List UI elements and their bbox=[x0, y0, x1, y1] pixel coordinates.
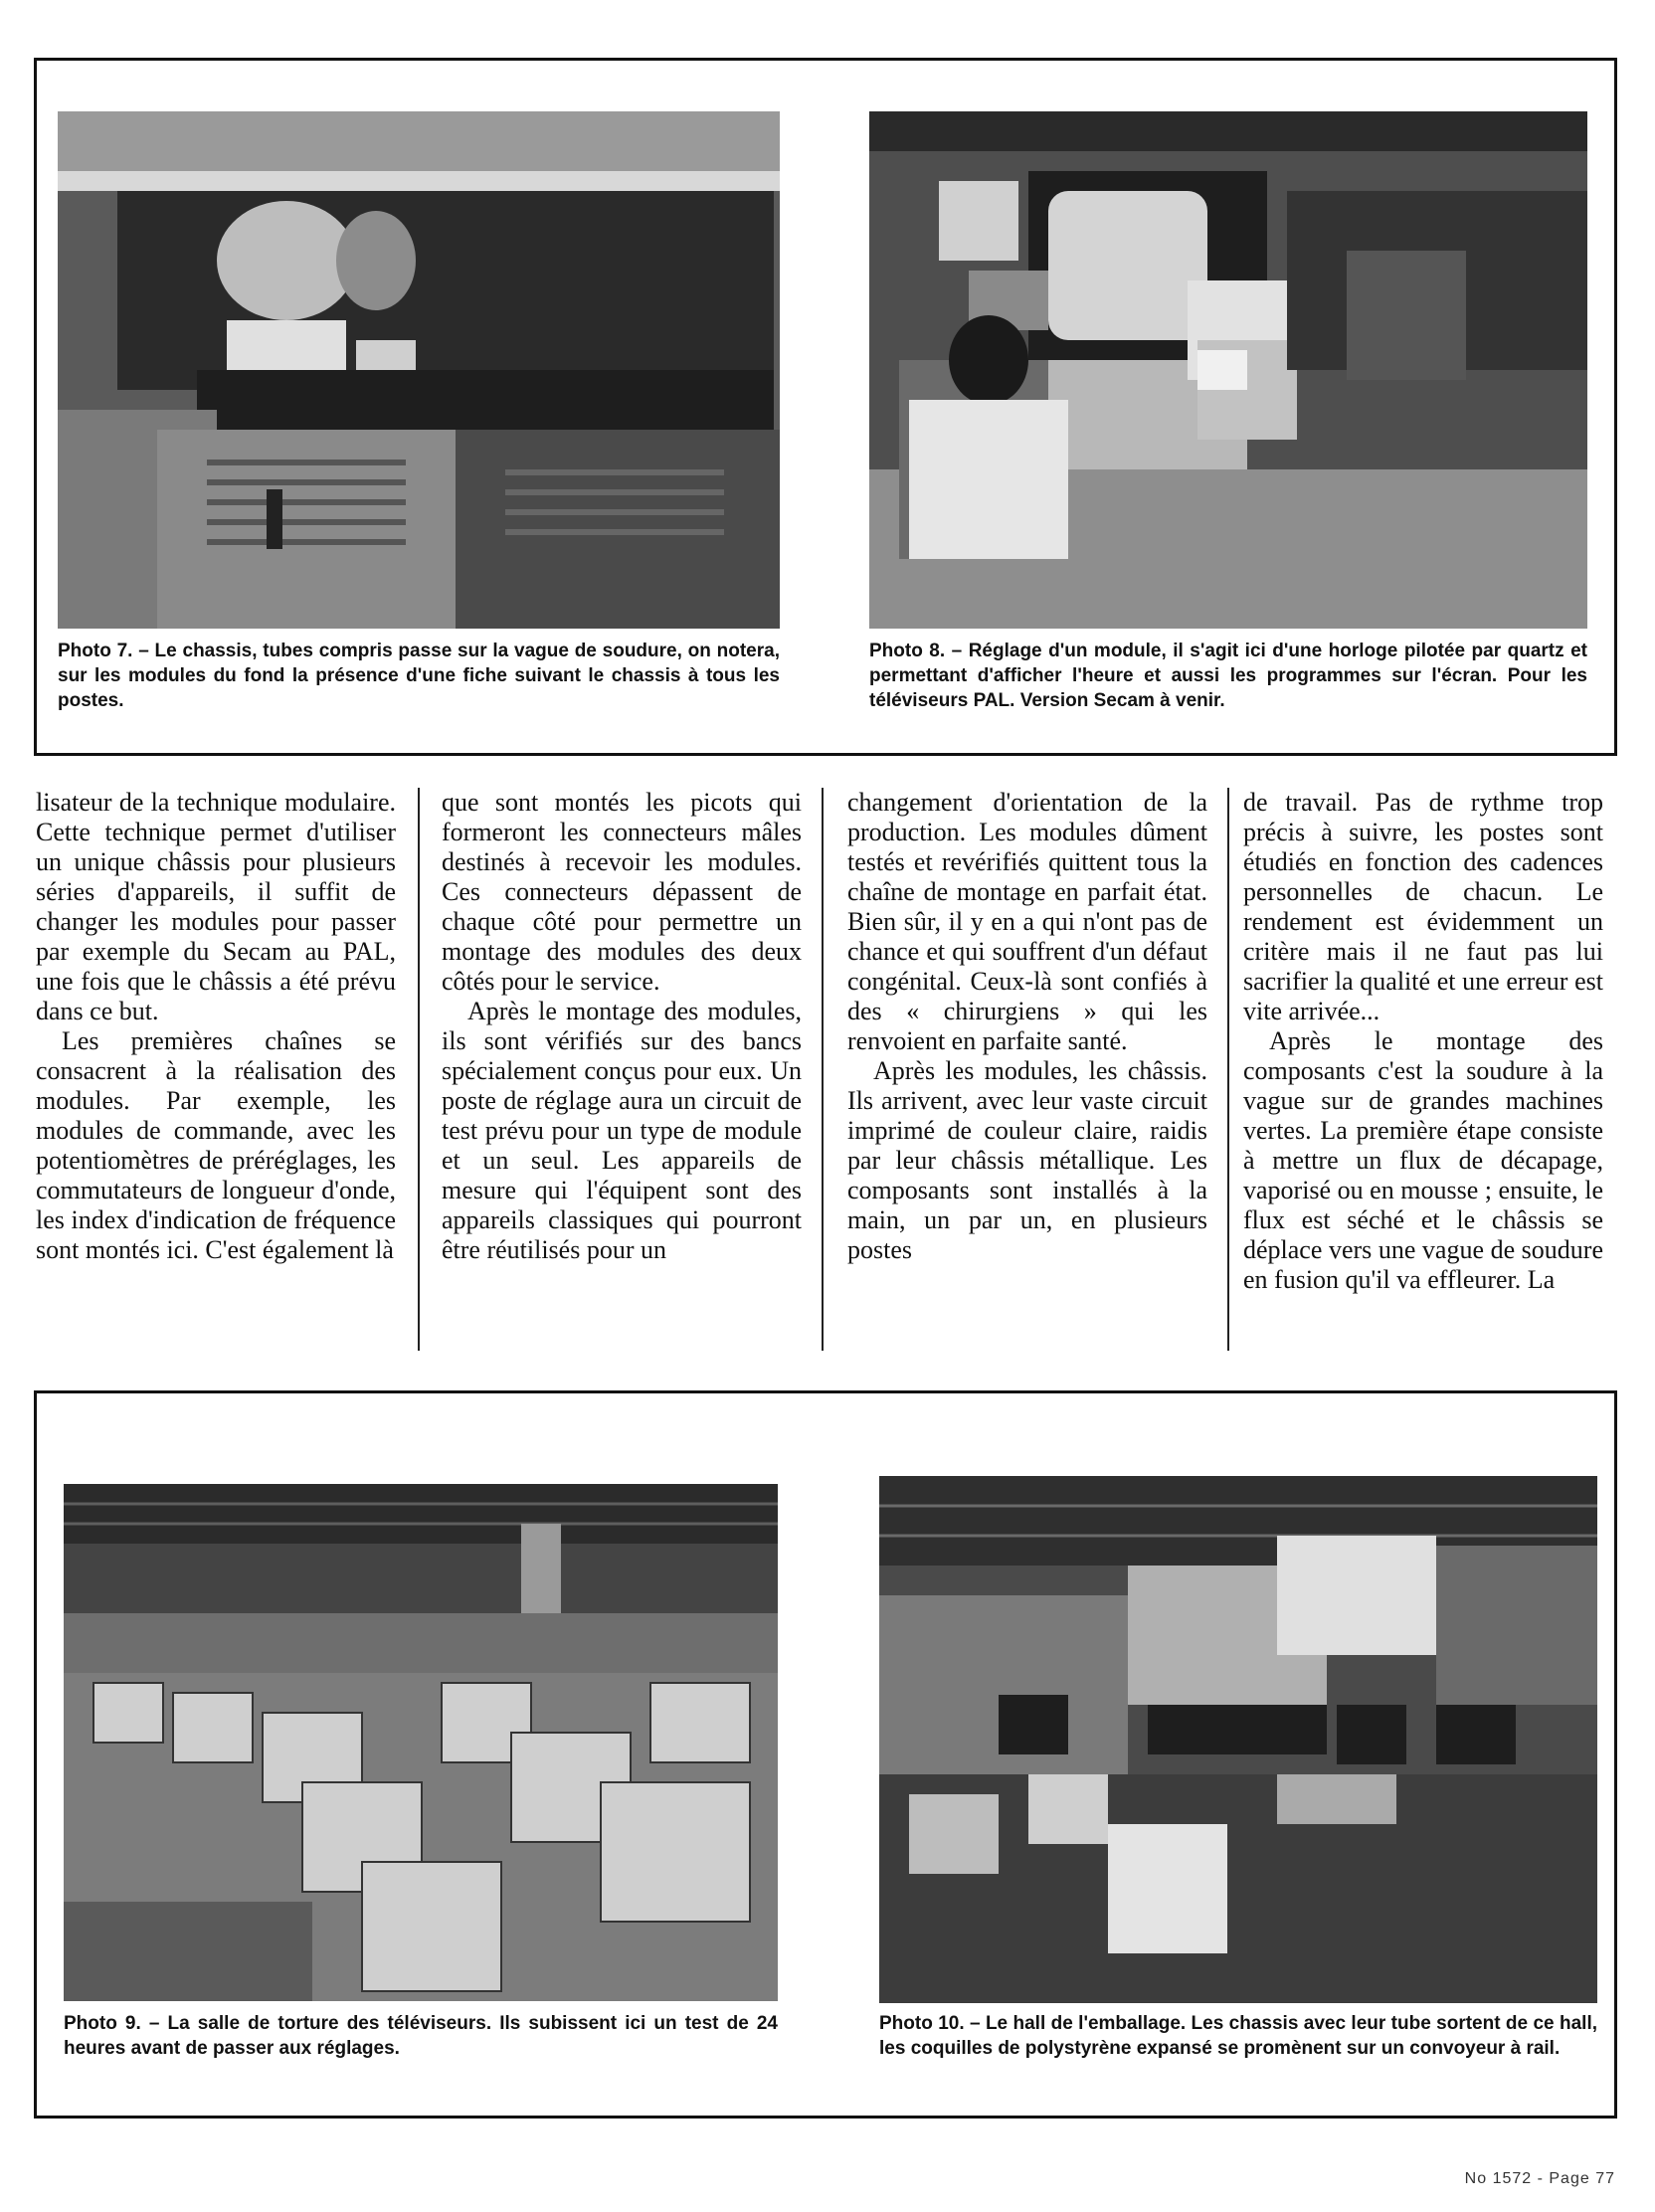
column-divider-2 bbox=[822, 788, 824, 1351]
column-1-paragraph-1: lisateur de la technique modulaire. Cette technique permet d'utiliser un unique châssis pour plusieurs séries d'appareils, il suffit de changer les modules pour passer par exemple du Secam au PAL, une fois que le châssis a été prévu dans ce but. bbox=[36, 788, 396, 1025]
photo-9-test-room bbox=[64, 1484, 778, 2001]
column-2-paragraph-2: Après le montage des modules, ils sont vérifiés sur des bancs spécialement conçus pour eux. Un poste de réglage aura un circuit de test prévu pour un type de module et un seul. Les appareils de mesure qui l'équipent sont des appareils classiques qui pourront être réutilisés pour un bbox=[442, 997, 802, 1264]
page-number-footer: No 1572 - Page 77 bbox=[1464, 2170, 1615, 2187]
photo-8-image bbox=[869, 111, 1587, 629]
photo-8-module-adjustment bbox=[869, 111, 1587, 629]
column-4-paragraph-1: de travail. Pas de rythme trop précis à suivre, les postes sont étudiés en fonction des cadences personnelles de chacun. Le rendement est évidemment un critère mais il ne faut pas lui sacrifier la qualité et une erreur est vite arrivée... bbox=[1243, 788, 1603, 1025]
text-column-1 bbox=[36, 788, 396, 1365]
text-column-4 bbox=[1243, 788, 1603, 1365]
photo-10-packing-hall bbox=[879, 1476, 1597, 2003]
text-column-3 bbox=[847, 788, 1207, 1365]
photo-10-image bbox=[879, 1476, 1597, 2003]
photo-7-image bbox=[58, 111, 780, 629]
text-column-2 bbox=[442, 788, 802, 1365]
column-4-paragraph-2: Après le montage des composants c'est la soudure à la vague sur de grandes machines vertes. La première étape consiste à mettre un flux de décapage, vaporisé ou en mousse ; ensuite, le flux est séché et le châssis se déplace vers une vague de soudure en fusion qu'il va effleurer. La bbox=[1243, 1026, 1603, 1294]
column-divider-1 bbox=[418, 788, 420, 1351]
photo-7-soldering-wave bbox=[58, 111, 780, 629]
photo-10-caption: Photo 10. – Le hall de l'emballage. Les chassis avec leur tube sortent de ce hall, les coquilles de polystyrène expansé se promènent sur un convoyeur à rail. bbox=[879, 2013, 1597, 2059]
column-2-paragraph-1: que sont montés les picots qui formeront les connecteurs mâles destinés à recevoir les modules. Ces connecteurs dépassent de chaque côté pour permettre un montage des modules des deux côtés pour le service. bbox=[442, 788, 802, 996]
column-divider-3 bbox=[1227, 788, 1229, 1351]
photo-9-image bbox=[64, 1484, 778, 2001]
photo-9-caption: Photo 9. – La salle de torture des téléviseurs. Ils subissent ici un test de 24 heures avant de passer aux réglages. bbox=[64, 2013, 778, 2059]
column-1-paragraph-2: Les premières chaînes se consacrent à la réalisation des modules. Par exemple, les modules de commande, avec les potentiomètres de préréglages, les commutateurs de longueur d'onde, les index d'indication de fréquence sont montés ici. C'est également là bbox=[36, 1026, 396, 1264]
column-3-paragraph-1: changement d'orientation de la production. Les modules dûment testés et revérifiés quittent tous la chaîne de montage en parfait état. Bien sûr, il y en a qui n'ont pas de chance et qui souffrent d'un défaut congénital. Ceux-là sont confiés à des « chirurgiens » qui les renvoient en parfaite santé. bbox=[847, 788, 1207, 1055]
column-3-paragraph-2: Après les modules, les châssis. Ils arrivent, avec leur vaste circuit imprimé de couleur claire, raidis par leur châssis métallique. Les composants sont installés à la main, un par un, en plusieurs postes bbox=[847, 1056, 1207, 1264]
photo-8-caption: Photo 8. – Réglage d'un module, il s'agit ici d'une horloge pilotée par quartz et permettant d'afficher l'heure et aussi les programmes sur l'écran. Pour les téléviseurs PAL. Version Secam à venir. bbox=[869, 641, 1587, 711]
photo-7-caption: Photo 7. – Le chassis, tubes compris passe sur la vague de soudure, on notera, sur les modules du fond la présence d'une fiche suivant le chassis à tous les postes. bbox=[58, 641, 780, 711]
